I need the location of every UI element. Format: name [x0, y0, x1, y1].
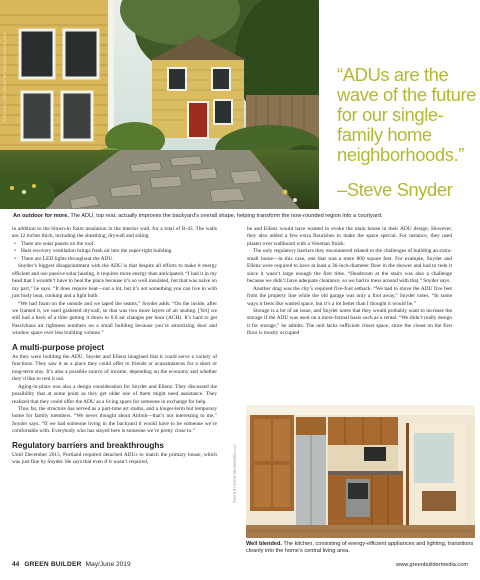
paragraph: Storage is a bit of an issue, and Snyder notes that they would probably want to increase the storage if the ADU was used on a more-formal basis such as a rental. “We didn’t really design it for storage,” he admits. The unit lacks sufficient closet space, since the closet on the first floor is mostly occupied	[247, 307, 452, 337]
photo-caption-top	[13, 213, 475, 220]
pull-quote-attribution: –Steve Snyder	[337, 179, 453, 200]
page-number: 44	[12, 561, 20, 568]
issue-date: May/June 2019	[85, 561, 131, 568]
list-item: • There are LED lights throughout the ADU.	[21, 256, 217, 263]
photo-credit: PHOTO BY STEVE SNYDER/ARCH-LLC	[233, 444, 237, 503]
pull-quote-line: neighborhoods.”	[337, 144, 464, 165]
footer-url: www.greenbuildermedia.com	[396, 562, 468, 568]
paragraph: Another drag was the city’s required five-foot setback. “We had to move the ADU five feet from the property line while the old garage was only a foot away,” Snyder notes. “In some ways it feels like wasted space, but it’s a lot better than I thought it would be.”	[247, 285, 452, 307]
list-item: • There are solar panels on the roof.	[21, 241, 217, 248]
paragraph: Until December 2015, Portland required detached ADUs to match the primary house, which was just fine by Snyder. He says that even if it wasn’t required,	[12, 451, 217, 466]
backyard-illustration	[0, 0, 319, 209]
paragraph: As they were building the ADU, Snyder and Ellenz imagined that it could serve a variety of functions. They saw it as a place they could offer to friends or acquaintances for a short or long-term stay. It’s also a possible source of income, depending on the economy and whether they’d like to rent it out.	[12, 353, 217, 383]
paragraph: The only regulatory barriers they encountered related to the challenges of building an extra-small home—in this case, one that was a mere 800 square feet. For example, Snyder and Ellenz were required to have at least a 36-inch-diameter floor in the shower and had to redo it since it wasn’t large enough the first time. “Headroom at the stairs was also a challenge because we didn’t have adequate clearance, so we had to mess around with that,” Snyder says.	[247, 248, 452, 285]
caption-lead: An outdoor for more.	[13, 213, 69, 219]
page-footer	[12, 561, 131, 568]
pull-quote-text	[337, 65, 477, 165]
paragraph: in addition to the blown-in foam insulation in the interior wall, for a total of R-43. The walls are 12 inches thick, including the sheathing, drywall and siding.	[12, 226, 217, 240]
section-heading: Regulatory barriers and breakthroughs	[12, 440, 164, 450]
pull-quote-line: family home	[337, 124, 432, 145]
pull-quote-line: “ADUs are the	[337, 64, 449, 85]
pull-quote-line: for our single-	[337, 104, 444, 125]
hero-photo	[0, 0, 319, 209]
caption-text: The kitchen, consisting of energy-efficient appliances and lighting, transitions cleanly into the home’s central living area.	[246, 541, 474, 554]
photo-credit: PHOTO BY MIKE DEAN/PHOTOSBYMIKEDEAN.COM	[3, 32, 7, 122]
section-heading: A multi-purpose project	[12, 342, 105, 352]
paragraph: Thus far, the structure has served as a part-time art studio, and a longer-term but temporary home for family members. “We never thought about Airbnb—that’s not interesting to me,” Snyder says. “If we had someone living in the backyard it would have to be someone we’re comfortable with. Everybody who has stayed here is someone we’re pretty close to.”	[12, 405, 217, 435]
paragraph: Snyder’s biggest disappointment with the ADU is that despite all efforts to make it energy efficient and use passive solar heating, it requires more energy than anticipated. “I had it in my head that I wouldn’t have to heat the place because it’s so well insulated, but that was naïve on my part,” he says. “It does require heat—not a lot, but it’s not something you can live in with just body heat, cooking and a light bulb.	[12, 263, 217, 300]
caption-text: The ADU, top rear, actually improves the backyard’s overall shape, helping transform the now-rounded region into a courtyard.	[68, 213, 383, 219]
magazine-name: GREEN BUILDER	[24, 561, 82, 568]
article-column-left	[12, 226, 217, 467]
feature-list	[12, 241, 217, 263]
caption-lead: Well blended.	[246, 541, 282, 547]
pull-quote	[319, 0, 480, 209]
paragraph: “We had foam on the outside and we taped the seams,” Snyder adds. “On the inside, after we framed it, we used gasketed drywall, so that was two more layers of air sealing. [Yet] we still had a heck of a time getting it down to 0.6 air changes per hour (ACH). It’s hard to get Passivhaus air tightness numbers on a small building because you’re amortizing door and window space over less building volume.”	[12, 300, 217, 337]
kitchen-illustration	[246, 405, 475, 538]
kitchen-photo	[246, 405, 475, 538]
paragraph: he and Ellenz would have wanted to evoke the main house in their ADU design. However, they also added a few extra flourishes to make the space special. For instance, they used plaster over wallboard with a Venetian finish.	[247, 226, 452, 247]
list-item: • Heat recovery ventilation brings fresh air into the super-tight building.	[21, 248, 217, 255]
photo-caption-bottom	[246, 541, 475, 555]
pull-quote-line: wave of the future	[337, 84, 476, 105]
article-column-right	[247, 226, 452, 338]
paragraph: Aging-in-place was also a design consideration for Snyder and Ellenz. They discussed the possibility that at some point as they get older one of them might need assistance. They realized that they could offer the ADU as a living space for someone in exchange for help.	[12, 383, 217, 405]
